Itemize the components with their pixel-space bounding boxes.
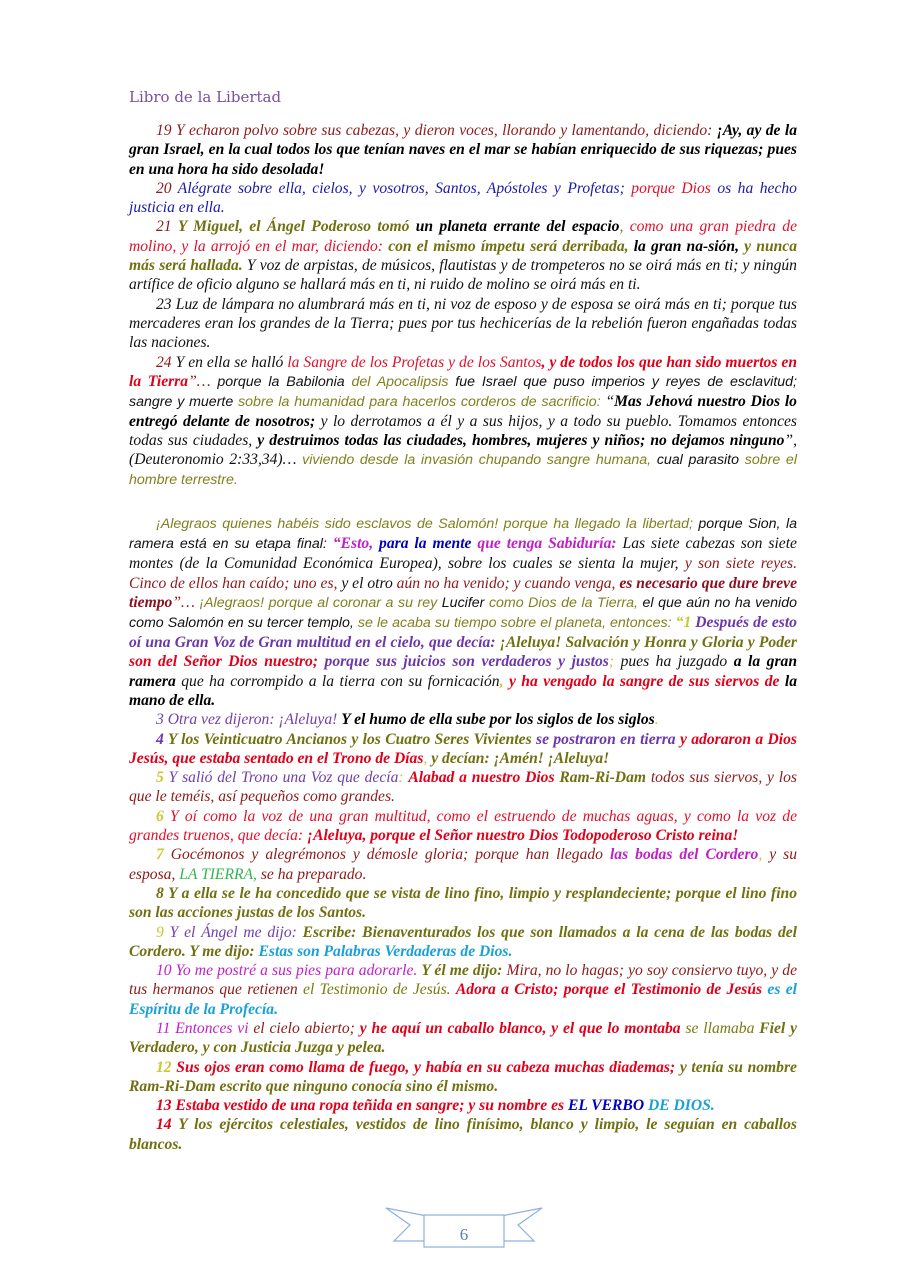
text-span: Y los Veinticuatro Ancianos y los Cuatro Seres Vivientes <box>167 730 537 748</box>
text-span: como Dios de la Tierra, <box>488 595 643 612</box>
text-span: porque sus juicios son verdaderos y justos <box>324 653 609 671</box>
text-span: 21 <box>156 218 178 236</box>
text-span: Escribe: Bienaventurados los que son llamados a la cena de las bodas del Cordero. Y me dijo: <box>129 923 797 960</box>
text-span: ¡Alegraos quienes habéis sido esclavos de Salomón! porque ha llegado la libertad; <box>156 516 699 533</box>
text-span: Adora a Cristo; porque el Testimonio de Jesús <box>455 981 768 999</box>
text-span: cual parasito <box>656 452 745 469</box>
text-span: y el otro <box>341 574 397 592</box>
paragraph <box>129 961 797 1019</box>
text-span: : <box>398 769 409 787</box>
paragraph <box>129 807 797 846</box>
text-span: 13 Estaba vestido de una ropa teñida en sangre; y su nombre es <box>156 1097 568 1115</box>
paragraph <box>129 768 797 807</box>
text-span: que tenga Sabiduría: <box>477 535 623 553</box>
text-span: , <box>758 846 770 864</box>
text-span: 3 Otra vez dijeron: ¡Aleluya! <box>156 711 342 729</box>
paragraph <box>129 923 797 962</box>
text-span: DE DIOS. <box>647 1097 715 1115</box>
text-span: 7 <box>156 846 171 864</box>
text-span: a la gran ramera <box>129 653 797 690</box>
text-span: Y los ejércitos celestiales, vestidos de lino finísimo, blanco y limpio, le seguían en caballos blancos. <box>129 1116 798 1153</box>
text-span: Las siete cabezas son siete montes (de la Comunidad Económica Europea), sobre los cuales se sienta la mujer, <box>129 535 797 573</box>
text-span: porque la Babilonia <box>217 373 352 390</box>
text-span: todos sus siervos, y los que le teméis, así pequeños como grandes. <box>129 769 797 806</box>
running-header: Libro de la Libertad <box>129 88 282 106</box>
text-span: Lucifer <box>441 595 489 612</box>
paragraph <box>129 1096 797 1115</box>
text-span: , <box>499 672 509 690</box>
text-span: con el mismo ímpetu será derribada, <box>388 237 634 255</box>
text-span: como una gran piedra de molino, y la arrojó en el mar, diciendo: <box>129 218 797 255</box>
text-span: del Apocalipsis <box>351 373 456 390</box>
text-span: “ <box>605 392 615 410</box>
text-span: 4 <box>156 730 168 748</box>
text-span: ”, (Deuteronomio 2:33,34)… <box>129 432 797 469</box>
text-span: que ha corrompido a la tierra con su fornicación <box>181 672 500 690</box>
text-span: un planeta errante del espacio <box>415 218 620 236</box>
paragraph <box>129 1115 797 1154</box>
text-span: 10 Yo me postré a sus pies para adorarle. <box>156 962 422 980</box>
text-span: Y Miguel, el Ángel Poderoso tomó <box>177 218 416 236</box>
text-span: pues ha juzgado <box>620 653 734 671</box>
text-span: y ha vengado la sangre de sus siervos de <box>508 672 785 690</box>
paragraph <box>129 1058 797 1097</box>
text-span: es necesario que dure breve tiempo <box>129 574 797 612</box>
paragraph <box>129 1019 797 1058</box>
paragraph <box>129 845 797 884</box>
text-span: y destruimos todas las ciudades, hombres, mujeres y niños; no dejamos ninguno <box>257 432 785 450</box>
text-span: porque Dios <box>631 179 718 197</box>
text-span: es el Espíritu de la Profecía. <box>129 981 797 1018</box>
text-span: Después de esto oí una Gran Voz de Gran multitud en el cielo, que decía: <box>129 614 797 652</box>
text-span: , y de todos los que han sido muertos en la Tierra <box>129 353 797 390</box>
text-span: Mas Jehová nuestro Dios lo entregó delante de nosotros; <box>129 392 797 430</box>
text-span: Y el humo de ella sube por los siglos de los siglos <box>341 711 655 729</box>
document-body <box>129 121 797 1154</box>
text-span: Alégrate sobre ella, cielos, y vosotros, Santos, Apóstoles y Profetas; <box>177 179 632 197</box>
paragraph <box>129 217 797 294</box>
text-span: fue Israel que puso imperios y reyes de esclavitud; sangre y muerte <box>129 373 797 410</box>
text-span: se le acaba su tiempo sobre el planeta, entonces: <box>357 615 676 632</box>
text-span: se ha preparado. <box>260 865 367 883</box>
text-span: y decían: ¡Amén! ¡Aleluya! <box>431 749 610 767</box>
text-span: Sus ojos eran como llama de fuego, y había en su cabeza muchas diademas; <box>176 1058 680 1076</box>
text-span: 12 <box>156 1058 177 1076</box>
paragraph <box>129 353 797 491</box>
text-span: Y el Ángel me dijo: <box>169 923 303 941</box>
paragraph <box>129 179 797 218</box>
paragraph <box>129 121 797 179</box>
text-span: os ha hecho justicia en ella. <box>129 179 797 217</box>
text-span: el Testimonio de Jesús. <box>303 981 456 999</box>
text-span: Ram-Ri-Dam <box>559 769 651 787</box>
text-span: “Esto, <box>332 535 380 553</box>
text-span: y adoraron a Dios Jesús, que estaba sentado en el Trono de Días <box>129 730 797 767</box>
text-span: ¡Alegraos! porque al coronar a su rey <box>199 595 442 612</box>
text-span: Fiel y Verdadero, y con Justicia Juzga y pelea. <box>129 1019 798 1057</box>
text-span: Y voz de arpistas, de músicos, flautistas y de trompeteros no se oirá más en ti; y ningún artífice de oficio alguno se hallará más en ti, ni ruido de molino se oirá más en ti. <box>129 257 797 294</box>
text-span: ¡Ay, ay de la gran Israel, en la cual todos los que tenían naves en el mar se habían enriquecido de sus riquezas; pues en una hora ha sido desolada! <box>129 122 797 178</box>
text-span: 23 Luz de lámpara no alumbrará más en ti, ni voz de esposo y de esposa se oirá más en ti; porque tus mercaderes eran los grandes de la Tierra; pues por tus hechicerías de la rebelión fueron engañadas todas las naciones. <box>129 295 797 352</box>
text-span: , <box>423 749 432 767</box>
text-span: sobre el hombre terrestre. <box>129 452 797 489</box>
text-span: LA TIERRA, <box>179 865 261 883</box>
paragraph <box>129 730 797 769</box>
text-span: EL VERBO <box>567 1097 648 1115</box>
text-span: aún no ha venido; y cuando venga, <box>396 574 620 592</box>
text-span: ¡Aleluya! Salvación y Honra y Gloria y Poder <box>499 634 797 652</box>
text-span: y nunca más será hallada. <box>129 237 798 275</box>
text-span: , <box>619 218 630 236</box>
text-span: el cielo abierto; <box>253 1019 360 1037</box>
text-span: . <box>654 711 659 729</box>
text-span: y lo derrotamos a él y a sus hijos, y a todo su pueblo. Tomamos entonces todas sus ciudades, <box>129 412 797 450</box>
text-span: las bodas del Cordero <box>609 846 759 864</box>
text-span: ”… <box>188 372 218 390</box>
text-span: y he aquí un caballo blanco, y el que lo montaba <box>359 1019 686 1037</box>
text-span: se postraron en tierra <box>536 730 680 748</box>
text-span: Mira, no lo hagas; yo soy consiervo tuyo, y de tus hermanos que retienen <box>129 962 798 999</box>
text-span: viviendo desde la invasión chupando sangre humana, <box>302 452 657 469</box>
text-span: Gocémonos y alegrémonos y démosle gloria; porque han llegado <box>170 846 610 864</box>
page-number: 6 <box>459 1225 469 1244</box>
text-span: y son siete reyes. Cinco de ellos han caído; uno es, <box>129 555 798 592</box>
text-span: Y él me dijo: <box>421 962 507 980</box>
page-number-ribbon <box>384 1205 544 1251</box>
text-span: y tenía su nombre Ram-Ri-Dam escrito que ninguno conocía sino él mismo. <box>129 1058 797 1095</box>
text-span: 6 <box>156 807 170 825</box>
text-span: Estas son Palabras Verdaderas de Dios. <box>258 942 513 960</box>
text-span: 9 <box>156 923 170 941</box>
text-span: porque Sion, la ramera está en su etapa final: <box>129 516 797 553</box>
text-span: 19 Y echaron polvo sobre sus cabezas, y dieron voces, llorando y lamentando, diciendo: <box>156 122 717 139</box>
paragraph <box>129 514 797 710</box>
paragraph <box>129 710 797 729</box>
text-span: la Sangre de los Profetas y de los Santos <box>287 353 542 371</box>
text-span: Y oí como la voz de una gran multitud, como el estruendo de muchas aguas, y como la voz de grandes truenos, que decía: <box>129 807 797 845</box>
paragraph <box>129 884 797 923</box>
text-span: 14 <box>156 1116 179 1134</box>
text-span: 5 <box>156 769 169 787</box>
text-span: para la mente <box>379 535 478 553</box>
text-span: 11 Entonces vi <box>156 1019 254 1037</box>
text-span: el que aún no ha venido como Salomón en su tercer templo, <box>129 595 797 632</box>
text-span: Alabad a nuestro Dios <box>408 769 560 787</box>
text-span: la gran na-sión, <box>633 237 745 255</box>
text-span: 24 <box>156 353 176 371</box>
text-span: 8 Y a ella se le ha concedido que se vista de lino fino, limpio y resplandeciente; porque el lino fino son las acciones justas de los Santos. <box>129 884 797 922</box>
text-span: se llamaba <box>685 1019 760 1037</box>
text-span: ”… <box>172 594 200 612</box>
text-span: Y salió del Trono una Voz que decía <box>168 769 399 787</box>
paragraph-gap <box>129 490 797 514</box>
paragraph <box>129 295 797 353</box>
text-span: la mano de ella. <box>129 672 797 709</box>
text-span: y su esposa, <box>129 846 798 883</box>
text-span: son del Señor Dios nuestro; <box>129 653 325 671</box>
text-span: 20 <box>156 179 178 197</box>
text-span: Y en ella se halló <box>175 353 288 371</box>
text-span: sobre la humanidad para hacerlos corderos de sacrificio: <box>238 393 606 410</box>
text-span: ; <box>608 653 621 671</box>
text-span: ¡Aleluya, porque el Señor nuestro Dios Todopoderoso Cristo reina! <box>307 827 739 845</box>
text-span: “1 <box>675 614 696 632</box>
